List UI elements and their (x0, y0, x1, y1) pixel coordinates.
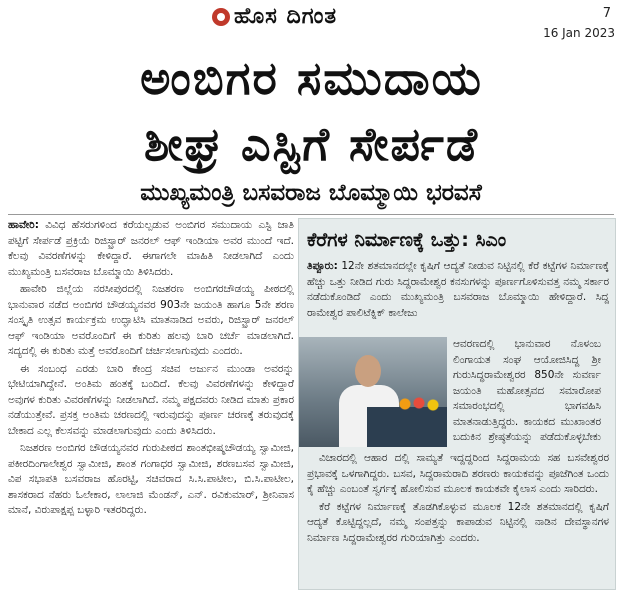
sidebar-text-beside-photo: ಆವರಣದಲ್ಲಿ ಭಾನುವಾರ ನೊಳಂಬ ಲಿಂಗಾಯತ ಸಂಘ ಆಯೋಜಿಸಿದ್ದ ಶ್ರೀ ಗುರುಸಿದ್ಧರಾಮೇಶ್ವರರ 850ನೇ ಸುವರ್ಣ ಜಯಂತಿ ಮಹೋತ್ಸವದ ಸಮಾರೋಪ ಸಮಾರಂಭದಲ್ಲಿ ಭಾಗವಹಿಸಿ ಮಾತನಾಡುತ್ತಿದ್ದರು. ಕಾಯಕದ ಮುಖಾಂತರ ಬದುಕಿನ ಶ್ರೇಷ್ಠತೆಯನ್ನು ಪಡೆದುಕೊಳ್ಳಬೇಕು (453, 338, 601, 443)
logo-text: ಹೊಸ ದಿಗಂತ (234, 4, 338, 29)
sidebar-paragraph: ಕೆರೆ ಕಟ್ಟೆಗಳ ನಿರ್ಮಾಣಕ್ಕೆ ತೊಡಗಿಕೊಳ್ಳುವ ಮೂಲಕ 12ನೇ ಶತಮಾನದಲ್ಲಿ ಕೃಷಿಗೆ ಆದ್ಯತೆ ಕೊಟ್ಟಿದ್ದಲ್ಲದೆ, ನಮ್ಮ ಸಂಪತ್ತನ್ನು ಕಾಪಾಡುವ ನಿಟ್ಟಿನಲ್ಲಿ ನಾಡಿನ ದೇವಸ್ಥಾನಗಳ ನಿರ್ಮಾಣ ಸಿದ್ದರಾಮೇಶ್ವರರ ಗುರಿಯಾಗಿತ್ತು ಎಂದರು. (307, 500, 609, 544)
sidebar-lead (307, 259, 609, 335)
article-paragraph: ನಿಜಶರಣ ಅಂಬಿಗರ ಚೌಡಯ್ಯನವರ ಗುರುಪೀಠದ ಶಾಂತಭೀಷ್ಮಚೌಡಯ್ಯ ಸ್ವಾಮೀಜಿ, ಪಕೀರದಿಂಗಾಲೇಶ್ವರ ಸ್ವಾಮೀಜಿ, ಶಾಂತ ಗಂಗಾಧರ ಸ್ವಾಮೀಜಿ, ಶರಣಬಸವ ಸ್ವಾಮೀಜಿ, ವಿಪ ಸಭಾಪತಿ ಬಸವರಾಜ ಹೊರಟ್ಟಿ, ಸಚಿವರಾದ ಸಿ.ಸಿ.ಪಾಟೀಲ, ಬಿ.ಸಿ.ಪಾಟೀಲ, ಶಾಸಕರಾದ ನೆಹರು ಓಲೇಕಾರ, ಲಾಲಾಜಿ ಮೆಂಡನ್, ಎನ್. ರವಿಕುಮಾರ್, ಶ್ರೀನಿವಾಸ ಮಾನೆ, ವಿರುಪಾಕ್ಷಪ್ಪ ಬಳ್ಳಾರಿ ಇತರರಿದ್ದರು. (8, 442, 294, 516)
headline-line-1: ಅಂಬಿಗರ ಸಮುದಾಯ (140, 51, 483, 105)
dateline: ಹಾವೇರಿ: (8, 219, 39, 231)
article-paragraph (8, 218, 294, 280)
sidebar-paragraph: ವಿಚಾರದಲ್ಲಿ ಆಹಾರ ದಲ್ಲಿ ಸಾಮ್ಯತೆ ಇದ್ದದ್ದರಿಂದ ಸಿದ್ದರಾಮಯ ಸಹ ಬಸವೇಶ್ವರರ ಪ್ರಭಾವಕ್ಕೆ ಒಳಗಾಗಿದ್ದರು. ಬಸವ, ಸಿದ್ದರಾಮರಾದಿ ಶರಣರು ಕಾಯಕವನ್ನು ಪೂಜೆಗಿಂತ ಒಂದು ಕೈ ಹೆಚ್ಚು ಎಂಬಂತೆ ಸ್ವರ್ಗಕ್ಕೆ ಹೋಲಿಸುವ ಮೂಲಕ ಕಾಯಕವೇ ಕೈಲಾಸ ಎಂದು ಸಾರಿದರು. (307, 452, 609, 495)
sidebar-body (307, 451, 609, 589)
news-photo (299, 337, 447, 447)
page-number: 7 (602, 6, 611, 21)
sidebar-lead-text: 12ನೇ ಶತಮಾನದಲ್ಲೇ ಕೃಷಿಗೆ ಆದ್ಯತೆ ನೀಡುವ ನಿಟ್ಟಿನಲ್ಲಿ ಕೆರೆ ಕಟ್ಟೆಗಳ ನಿರ್ಮಾಣಕ್ಕೆ ಹೆಚ್ಚು ಒತ್ತು ನೀಡಿದ ಗುರು ಸಿದ್ದರಾಮೇಶ್ವರ ಕನಸುಗಳನ್ನು ಪೂರ್ಣಗೊಳಿಸುವತ್ತ ನಮ್ಮ ಸರ್ಕಾರ ನಡೆದುಕೊಂಡಿದೆ ಎಂದು ಮುಖ್ಯಮಂತ್ರಿ ಬಸವರಾಜ ಬೊಮ್ಮಾಯಿ ಹೇಳಿದ್ದಾರೆ. ಸಿದ್ದ ರಾಮೇಶ್ವರ ಪಾಲಿಟೆಕ್ನಿಕ್ ಕಾಲೇಜು (307, 260, 609, 319)
photo-podium (367, 407, 447, 447)
sidebar-dateline: ತಿಪ್ಪೂರು: (307, 260, 338, 272)
main-article-body (8, 218, 294, 590)
issue-date: 16 Jan 2023 (543, 26, 615, 40)
masthead (0, 0, 623, 44)
photo-speaker-head (355, 355, 381, 387)
article-paragraph: ಈ ಸಂಬಂಧ ಎರಡು ಬಾರಿ ಕೇಂದ್ರ ಸಚಿವ ಅರ್ಜುನ ಮುಂಡಾ ಅವರನ್ನು ಭೇಟಿಯಾಗಿದ್ದೇನೆ. ಅಂತಿಮ ಹಂತಕ್ಕೆ ಬಂದಿದೆ. ಕೆಲವು ವಿವರಣೆಗಳನ್ನು ಕೇಳಿದ್ದಾರೆ ಅವುಗಳ ಕುರಿತು ವಿವರಣೆಗಳನ್ನು ನೀಡಲಾಗಿದೆ. ನಮ್ಮ ಪಕ್ಷದವರು ನೀಡಿದ ಮಾತು ಪ್ರಕಾರ ನಡೆಯುತ್ತೇವೆ. ಪ್ರಸಕ್ತ ಅಂತಿಮ ಚರಣದಲ್ಲಿ ಇರುವುದನ್ನು ಪೂರ್ಣ ಚರಣಕ್ಕೆ ತರುವುದಕ್ಕೆ ಬೇಕಾದ ಎಲ್ಲ ಕೆಲಸವನ್ನು ಮಾಡಲಾಗುವುದು ಎಂದು ತಿಳಿಸಿದರು. (8, 362, 294, 437)
article-paragraph: ಹಾವೇರಿ ಜಿಲ್ಲೆಯ ನರಸೀಪುರದಲ್ಲಿ ನಿಜಶರಣ ಅಂಬಿಗರಚೌಡಯ್ಯ ಪೀಠದಲ್ಲಿ ಭಾನುವಾರ ನಡೆದ ಅಂಬಿಗರ ಚೌಡಯ್ಯನವರ 903ನೇ ಜಯಂತಿ ಹಾಗೂ 5ನೇ ಶರಣ ಸಂಸ್ಕೃತಿ ಉತ್ಸವ ಕಾರ್ಯಕ್ರಮ ಉದ್ಘಾಟಿಸಿ ಮಾತನಾಡಿದ ಅವರು, ರಿಜಿಸ್ಟ್ರಾರ್ ಜನರಲ್ ಆಫ್ ಇಂಡಿಯಾ ಅವರೊಂದಿಗೆ ಈ ಕುರಿತು ಹಲವು ಬಾರಿ ಚರ್ಚೆ ಮಾಡಲಾಗಿದೆ. ಸದ್ಯದಲ್ಲಿ ಈ ಕುರಿತು ಮತ್ತೆ ಅವರೊಂದಿಗೆ ಚರ್ಚಿಸಲಾಗುವುದು ಎಂದರು. (8, 283, 294, 357)
sidebar-story (298, 218, 616, 590)
article-paragraph-text: ವಿವಿಧ ಹೆಸರುಗಳಿಂದ ಕರೆಯಲ್ಪಡುವ ಅಂಬಿಗರ ಸಮುದಾಯ ಎಸ್ಟಿ ಜಾತಿ ಪಟ್ಟಿಗೆ ಸೇರ್ಪಡೆ ಪ್ರಕ್ರಿಯೆ ರಿಜಿಸ್ಟ್ರಾರ್ ಜನರಲ್ ಆಫ್ ಇಂಡಿಯಾ ಅವರ ಮುಂದೆ ಇದೆ. ಕೆಲವು ವಿವರಣೆಗಳನ್ನು ಕೇಳಿದ್ದಾರೆ. ಈಗಾಗಲೇ ಮಾಹಿತಿ ನೀಡಲಾಗಿದೆ ಎಂದು ಮುಖ್ಯಮಂತ್ರಿ ಬಸವರಾಜ ಬೊಮ್ಮಾಯಿ ತಿಳಿಸಿದರು. (8, 219, 294, 278)
photo-flowers (397, 395, 447, 413)
headline-line-2: ಶೀಘ್ರ ಎಸ್ಟಿಗೆ ಸೇರ್ಪಡೆ (143, 117, 480, 171)
sidebar-headline: ಕೆರೆಗಳ ನಿರ್ಮಾಣಕ್ಕೆ ಒತ್ತು: ಸಿಎಂ (307, 229, 507, 251)
logo-emblem-icon (212, 8, 230, 26)
sidebar-box (298, 218, 616, 590)
sidebar-paragraph (307, 259, 609, 335)
divider (8, 214, 614, 215)
newspaper-logo (212, 4, 337, 29)
subheadline: ಮುಖ್ಯಮಂತ್ರಿ ಬಸವರಾಜ ಬೊಮ್ಮಾಯಿ ಭರವಸೆ (140, 180, 482, 206)
